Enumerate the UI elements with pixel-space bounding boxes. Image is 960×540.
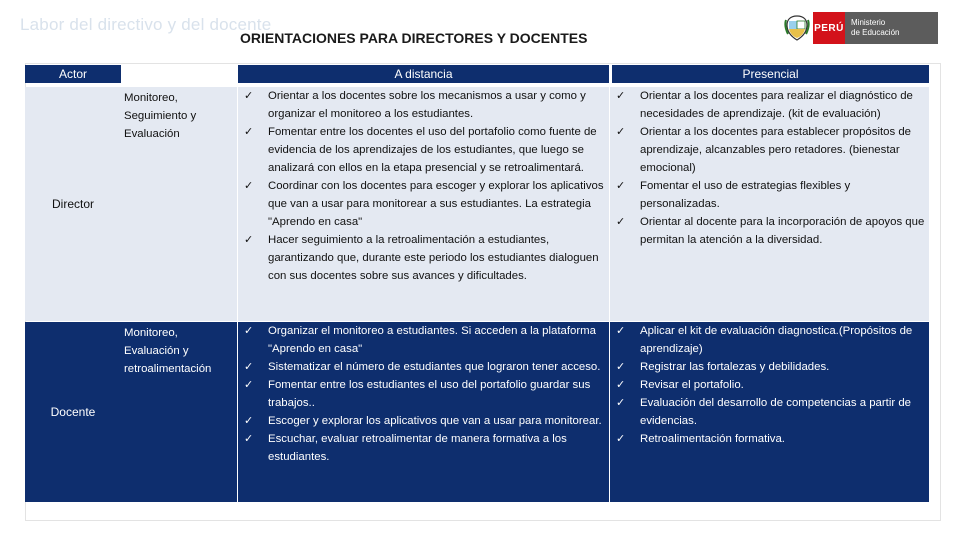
list-item: ✓ Fomentar entre los docentes el uso del portafolio como fuente de evidencia de los aprendizajes de los estudiantes, que luego se analizará con ellos en la etapa presencial y se retroalimentará. [238,123,606,177]
list-item: ✓ Coordinar con los docentes para escoger y explorar los aplicativos que van a usar para monitorear a sus estudiantes. La estrategia "Aprendo en casa" [238,177,606,231]
list-item: ✓ Orientar a los docentes sobre los mecanismos a usar y como y organizar el monitoreo a los estudiantes. [238,87,606,123]
ministry-label [845,12,938,44]
ministry-logo [781,12,938,44]
ministry-line-1: Ministerio [851,18,886,27]
ministry-line-2: de Educación [851,28,900,37]
subcategory-docente [121,322,237,502]
subcategory-line: Seguimiento y [124,110,197,122]
actor-director [25,87,121,321]
subcategory-line: Evaluación [124,128,180,140]
list-item: ✓ Orientar al docente para la incorporación de apoyos que permitan la atención a la diversidad. [610,213,926,249]
list-item: ✓ Sistematizar el número de estudiantes que lograron tener acceso. [238,358,606,376]
list-item: ✓ Orientar a los docentes para realizar el diagnóstico de necesidades de aprendizaje. (kit de evaluación) [610,87,926,123]
list-item: ✓ Escoger y explorar los aplicativos que van a usar para monitorear. [238,412,606,430]
background-title: Labor del directivo y del docente [20,15,272,34]
subcategory-director [121,87,237,321]
list-item: ✓ Escuchar, evaluar retroalimentar de manera formativa a los estudiantes. [238,430,606,466]
subcategory-line: retroalimentación [124,363,212,375]
list-item: ✓ Orientar a los docentes para establecer propósitos de aprendizaje, alcanzables pero retadores. (bienestar emocional) [610,123,926,177]
header-distance: A distancia [238,65,609,83]
list-item: ✓ Retroalimentación formativa. [610,430,926,448]
list-item: ✓ Organizar el monitoreo a estudiantes. Si acceden a la plataforma "Aprendo en casa" [238,322,606,358]
list-item: ✓ Fomentar el uso de estrategias flexibles y personalizadas. [610,177,926,213]
peru-label: PERÚ [813,12,845,44]
list-item: ✓ Registrar las fortalezas y debilidades. [610,358,926,376]
coat-of-arms-icon [781,12,813,44]
actor-director-label: Director [51,197,94,211]
presential-director [610,87,929,321]
header-actor: Actor [25,65,121,83]
actor-docente-label: Docente [50,405,96,419]
actor-docente [25,322,121,502]
subcategory-line: Monitoreo, [124,92,178,104]
list-item: ✓ Evaluación del desarrollo de competencias a partir de evidencias. [610,394,926,430]
list-item: ✓ Aplicar el kit de evaluación diagnostica.(Propósitos de aprendizaje) [610,322,926,358]
list-item: ✓ Hacer seguimiento a la retroalimentación a estudiantes, garantizando que, durante este periodo los estudiantes dialoguen con sus docentes sobre sus avances y dificultades. [238,231,606,285]
distance-docente [238,322,609,502]
subcategory-line: Evaluación y [124,345,189,357]
subcategory-line: Monitoreo, [124,327,178,339]
list-item: ✓ Fomentar entre los estudiantes el uso del portafolio guardar sus trabajos.. [238,376,606,412]
distance-director [238,87,609,321]
page-title: ORIENTACIONES PARA DIRECTORES Y DOCENTES [240,30,588,46]
list-item: ✓ Revisar el portafolio. [610,376,926,394]
header-presential: Presencial [612,65,929,83]
presential-docente [610,322,929,502]
